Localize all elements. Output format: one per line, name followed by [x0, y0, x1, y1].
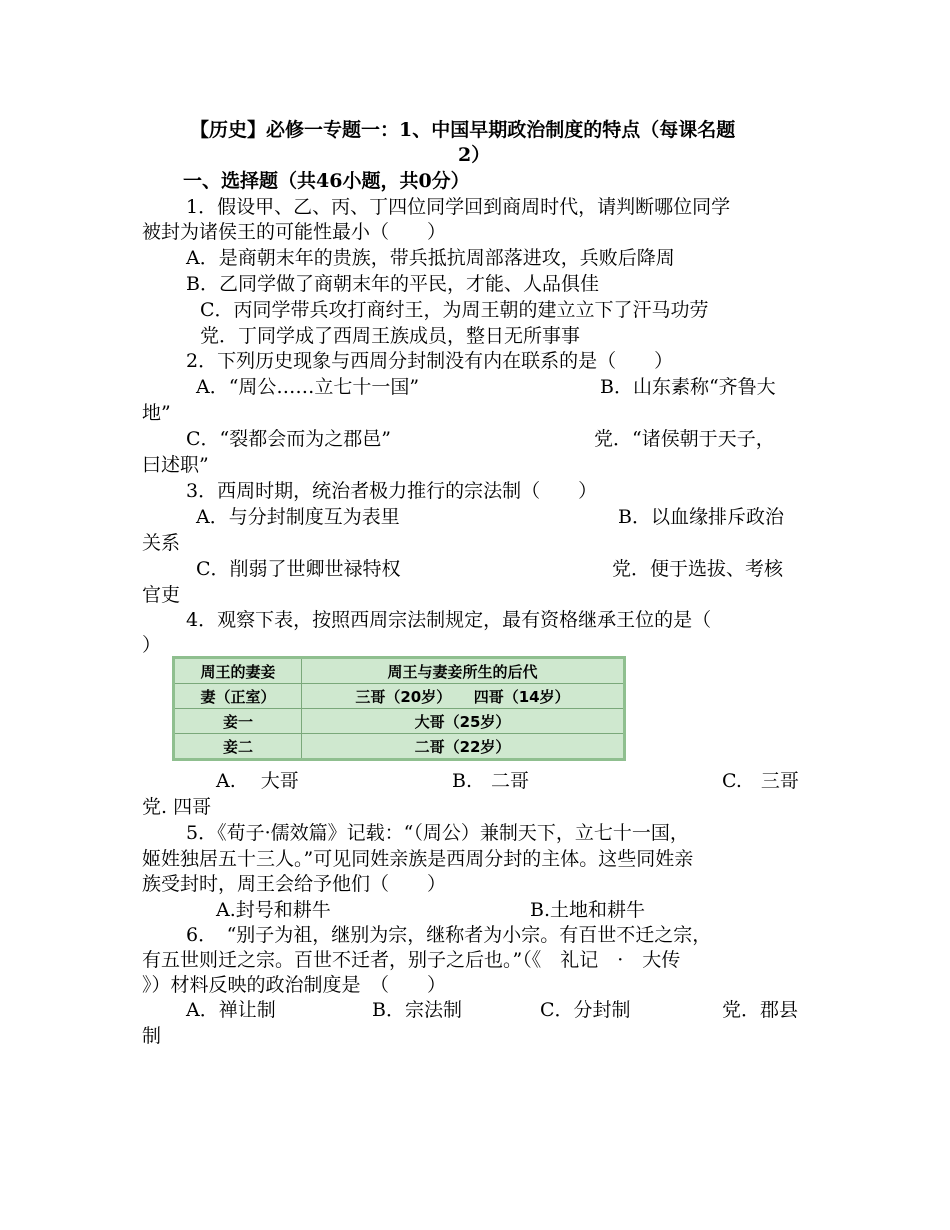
q6-option-a: A．禅让制 [186, 999, 276, 1021]
q4-stem-line1: 4．观察下表，按照西周宗法制规定，最有资格继承王位的是（ [186, 609, 712, 631]
q4-stem-line2: ） [142, 634, 162, 656]
q2-stem: 2．下列历史现象与西周分封制没有内在联系的是（ ） [186, 350, 674, 372]
q5-stem-line2: 姬姓独居五十三人。”可见同姓亲族是西周分封的主体。这些同姓亲 [142, 848, 694, 870]
q1-option-a: A．是商朝末年的贵族，带兵抵抗周部落进攻，兵败后降周 [186, 247, 675, 269]
q1-stem-line2: 被封为诸侯王的可能性最小（ ） [142, 221, 447, 243]
q6-option-d: 党．郡县 [722, 999, 799, 1021]
q1-option-c: C．丙同学带兵攻打商纣王，为周王朝的建立立下了汗马功劳 [200, 299, 709, 321]
q6-stem-line2: 有五世则迁之宗。百世不迁者，别子之后也。”（《 礼记 · 大传 [142, 949, 681, 971]
q3-option-d: 党．便于选拔、考核 [612, 558, 784, 580]
q6-option-d-cont: 制 [142, 1025, 162, 1047]
q6-stem-line1: 6． “别子为祖，继别为宗，继称者为小宗。有百世不迁之宗， [186, 924, 712, 946]
q3-option-d-cont: 官吏 [142, 584, 181, 606]
q2-option-b: B．山东素称“齐鲁大 [600, 376, 776, 398]
q3-option-b-cont: 关系 [142, 532, 181, 554]
q4-option-a: A. 大哥 [216, 770, 299, 792]
table-row [174, 709, 625, 734]
q3-option-a: A．与分封制度互为表里 [196, 506, 400, 528]
q6-option-b: B．宗法制 [372, 999, 462, 1021]
q3-option-b: B．以血缘排斥政治 [618, 506, 784, 528]
doc-title-line1: 【历史】必修一专题一：1、中国早期政治制度的特点（每课名题 [190, 119, 736, 141]
q1-option-d: 党．丁同学成了西周王族成员，整日无所事事 [200, 325, 581, 347]
q1-option-b: B．乙同学做了商朝末年的平民，才能、人品俱佳 [186, 273, 599, 295]
q6-option-c: C．分封制 [540, 999, 631, 1021]
q5-option-b: B.土地和耕牛 [530, 899, 646, 921]
q1-stem-line1: 1．假设甲、乙、丙、丁四位同学回到商周时代，请判断哪位同学 [186, 196, 731, 218]
q5-stem-line3: 族受封时，周王会给予他们（ ） [142, 873, 447, 895]
q6-stem-line3: 》）材料反映的政治制度是 （ ） [142, 974, 447, 996]
table-cell: 三哥（20岁） 四哥（14岁） [302, 684, 625, 709]
table-cell: 妾一 [174, 709, 302, 734]
q2-option-d-cont: 曰述职” [142, 454, 209, 476]
section-heading: 一、选择题（共46小题，共0分） [183, 170, 470, 192]
table-cell: 妻（正室） [174, 684, 302, 709]
q4-option-b: B. 二哥 [452, 770, 530, 792]
table-header-row [174, 658, 625, 684]
succession-table [172, 656, 626, 761]
q2-option-c: C．“裂都会而为之郡邑” [186, 428, 391, 450]
q2-option-d: 党．“诸侯朝于天子， [594, 428, 775, 450]
table-header-cell: 周王与妻妾所生的后代 [302, 658, 625, 684]
q5-option-a: A.封号和耕牛 [216, 899, 331, 921]
q4-option-d: 党. 四哥 [142, 796, 212, 818]
table-header-cell: 周王的妻妾 [174, 658, 302, 684]
q3-stem: 3．西周时期，统治者极力推行的宗法制（ ） [186, 480, 598, 502]
q2-option-b-cont: 地” [142, 402, 171, 424]
table-row [174, 684, 625, 709]
q3-option-c: C．削弱了世卿世禄特权 [196, 558, 401, 580]
doc-title-line2: 2） [458, 144, 491, 166]
table-row [174, 734, 625, 760]
q5-stem-line1: 5．《荀子·儒效篇》记载：“（周公）兼制天下，立七十一国， [186, 822, 689, 844]
table-cell: 妾二 [174, 734, 302, 760]
q4-option-c: C. 三哥 [722, 770, 799, 792]
q2-option-a: A．“周公……立七十一国” [196, 376, 420, 398]
table-cell: 大哥（25岁） [302, 709, 625, 734]
table-cell: 二哥（22岁） [302, 734, 625, 760]
